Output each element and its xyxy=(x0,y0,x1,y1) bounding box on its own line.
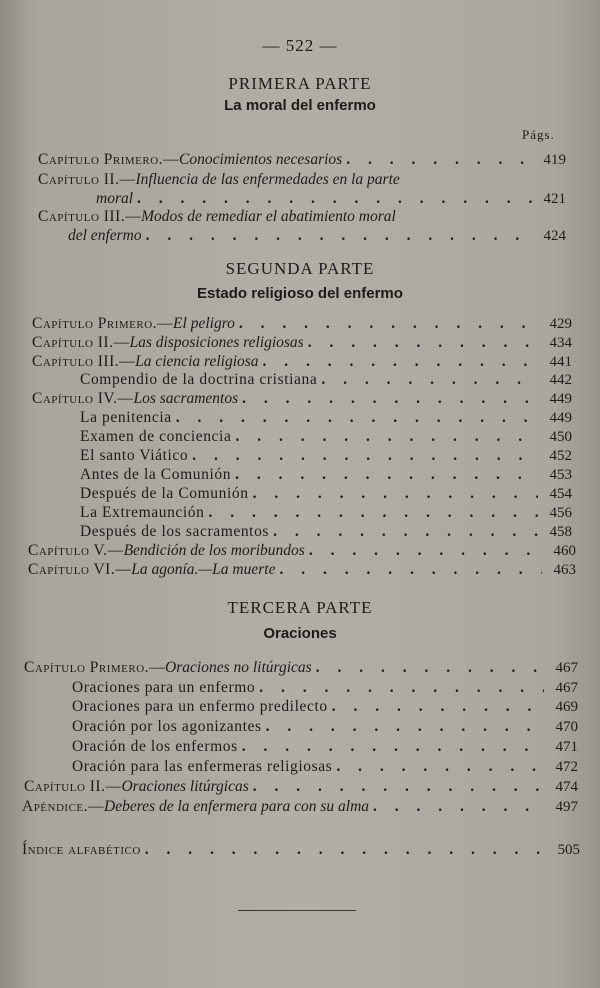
toc-entry-2-8: El santo Viático . . . 452 xyxy=(80,446,572,466)
toc-page-number: 505 xyxy=(557,842,580,858)
toc-page-number: 452 xyxy=(549,448,572,464)
toc-page-number: 472 xyxy=(555,759,578,775)
toc-page-number: 467 xyxy=(555,660,578,676)
toc-page-number: 453 xyxy=(549,467,572,483)
toc-page-number: 458 xyxy=(549,524,572,540)
toc-page-number: 460 xyxy=(553,543,576,559)
toc-page-number: 474 xyxy=(555,779,578,795)
toc-entry-2-7: Examen de conciencia . . . 450 xyxy=(80,427,572,447)
toc-entry-3-8: Apéndice.—Deberes de la enfermera para con su alma . . . 497 xyxy=(22,797,578,817)
toc-entry-2-10: Después de la Comunión . . . 454 xyxy=(80,484,572,504)
bottom-divider xyxy=(238,910,356,911)
toc-page-number: 469 xyxy=(555,699,578,715)
toc-page-number: 456 xyxy=(549,505,572,521)
toc-entry-3-6: Oración para las enfermeras religiosas . . . 472 xyxy=(72,757,578,777)
toc-entry-1-3: Capítulo III.—Modos de remediar el abatimiento moral xyxy=(38,208,396,225)
toc-page-number: 463 xyxy=(553,562,576,578)
part-3-title: TERCERA PARTE xyxy=(227,598,373,617)
part-1-title: PRIMERA PARTE xyxy=(228,74,372,93)
toc-entry-2-3: Capítulo III.—La ciencia religiosa . . . 441 xyxy=(32,352,572,372)
part-1-subtitle: La moral del enfermo xyxy=(224,97,376,114)
part-2-title: SEGUNDA PARTE xyxy=(225,259,375,278)
toc-page-number: 467 xyxy=(555,680,578,696)
toc-page-number: 421 xyxy=(543,191,566,207)
toc-entry-3-3: Oraciones para un enfermo predilecto . . . 469 xyxy=(72,697,578,717)
page-number: — 522 — xyxy=(262,36,338,55)
toc-entry-3-5: Oración de los enfermos . . . 471 xyxy=(72,737,578,757)
toc-page-number: 454 xyxy=(549,486,572,502)
toc-entry-3-2: Oraciones para un enfermo . . . 467 xyxy=(72,678,578,698)
toc-entry-1-2: Capítulo II.—Influencia de las enfermedades en la parte xyxy=(38,171,400,188)
pages-column-label: Págs. xyxy=(522,127,555,142)
part-3-subtitle: Oraciones xyxy=(263,625,337,642)
toc-entry-3-1: Capítulo Primero.—Oraciones no litúrgicas . . . 467 xyxy=(24,658,578,678)
toc-page-number: 434 xyxy=(549,335,572,351)
toc-entry-2-9: Antes de la Comunión . . . 453 xyxy=(80,465,572,485)
toc-page-number: 441 xyxy=(549,354,572,370)
toc-entry-2-4: Compendio de la doctrina cristiana . . . 442 xyxy=(80,370,572,390)
toc-page-number: 419 xyxy=(543,152,566,168)
toc-entry-2-11: La Extremaunción . . . 456 xyxy=(80,503,572,523)
toc-page-number: 470 xyxy=(555,719,578,735)
toc-entry-2-6: La penitencia . . . 449 xyxy=(80,408,572,428)
toc-page-number: 450 xyxy=(549,429,572,445)
toc-page-number: 442 xyxy=(549,372,572,388)
toc-entry-1-1: Capítulo Primero.—Conocimientos necesarios . . . 419 xyxy=(38,150,566,170)
toc-entry-3-7: Capítulo II.—Oraciones litúrgicas . . . 474 xyxy=(24,777,578,797)
toc-page-number: 449 xyxy=(549,410,572,426)
toc-entry-2-2: Capítulo II.—Las disposiciones religiosas . . . 434 xyxy=(32,333,572,353)
toc-entry-3-4: Oración por los agonizantes . . . 470 xyxy=(72,717,578,737)
toc-page-number: 471 xyxy=(555,739,578,755)
toc-page-number: 497 xyxy=(555,799,578,815)
toc-entry-2-13: Capítulo V.—Bendición de los moribundos . . . 460 xyxy=(28,541,576,561)
toc-entry-2-1: Capítulo Primero.—El peligro . . . 429 xyxy=(32,314,572,334)
toc-entry-2-14: Capítulo VI.—La agonía.—La muerte . . . 463 xyxy=(28,560,576,580)
toc-entry-index: Índice alfabético . . . 505 xyxy=(22,840,580,860)
toc-page-number: 429 xyxy=(549,316,572,332)
toc-entry-2-12: Después de los sacramentos . . . 458 xyxy=(80,522,572,542)
toc-entry-1-2-cont: moral . . . 421 xyxy=(96,189,566,209)
part-2-subtitle: Estado religioso del enfermo xyxy=(197,285,403,302)
toc-page-number: 449 xyxy=(549,391,572,407)
toc-page-number: 424 xyxy=(543,228,566,244)
toc-entry-1-3-cont: del enfermo . . . 424 xyxy=(68,226,566,246)
toc-entry-2-5: Capítulo IV.—Los sacramentos . . . 449 xyxy=(32,389,572,409)
